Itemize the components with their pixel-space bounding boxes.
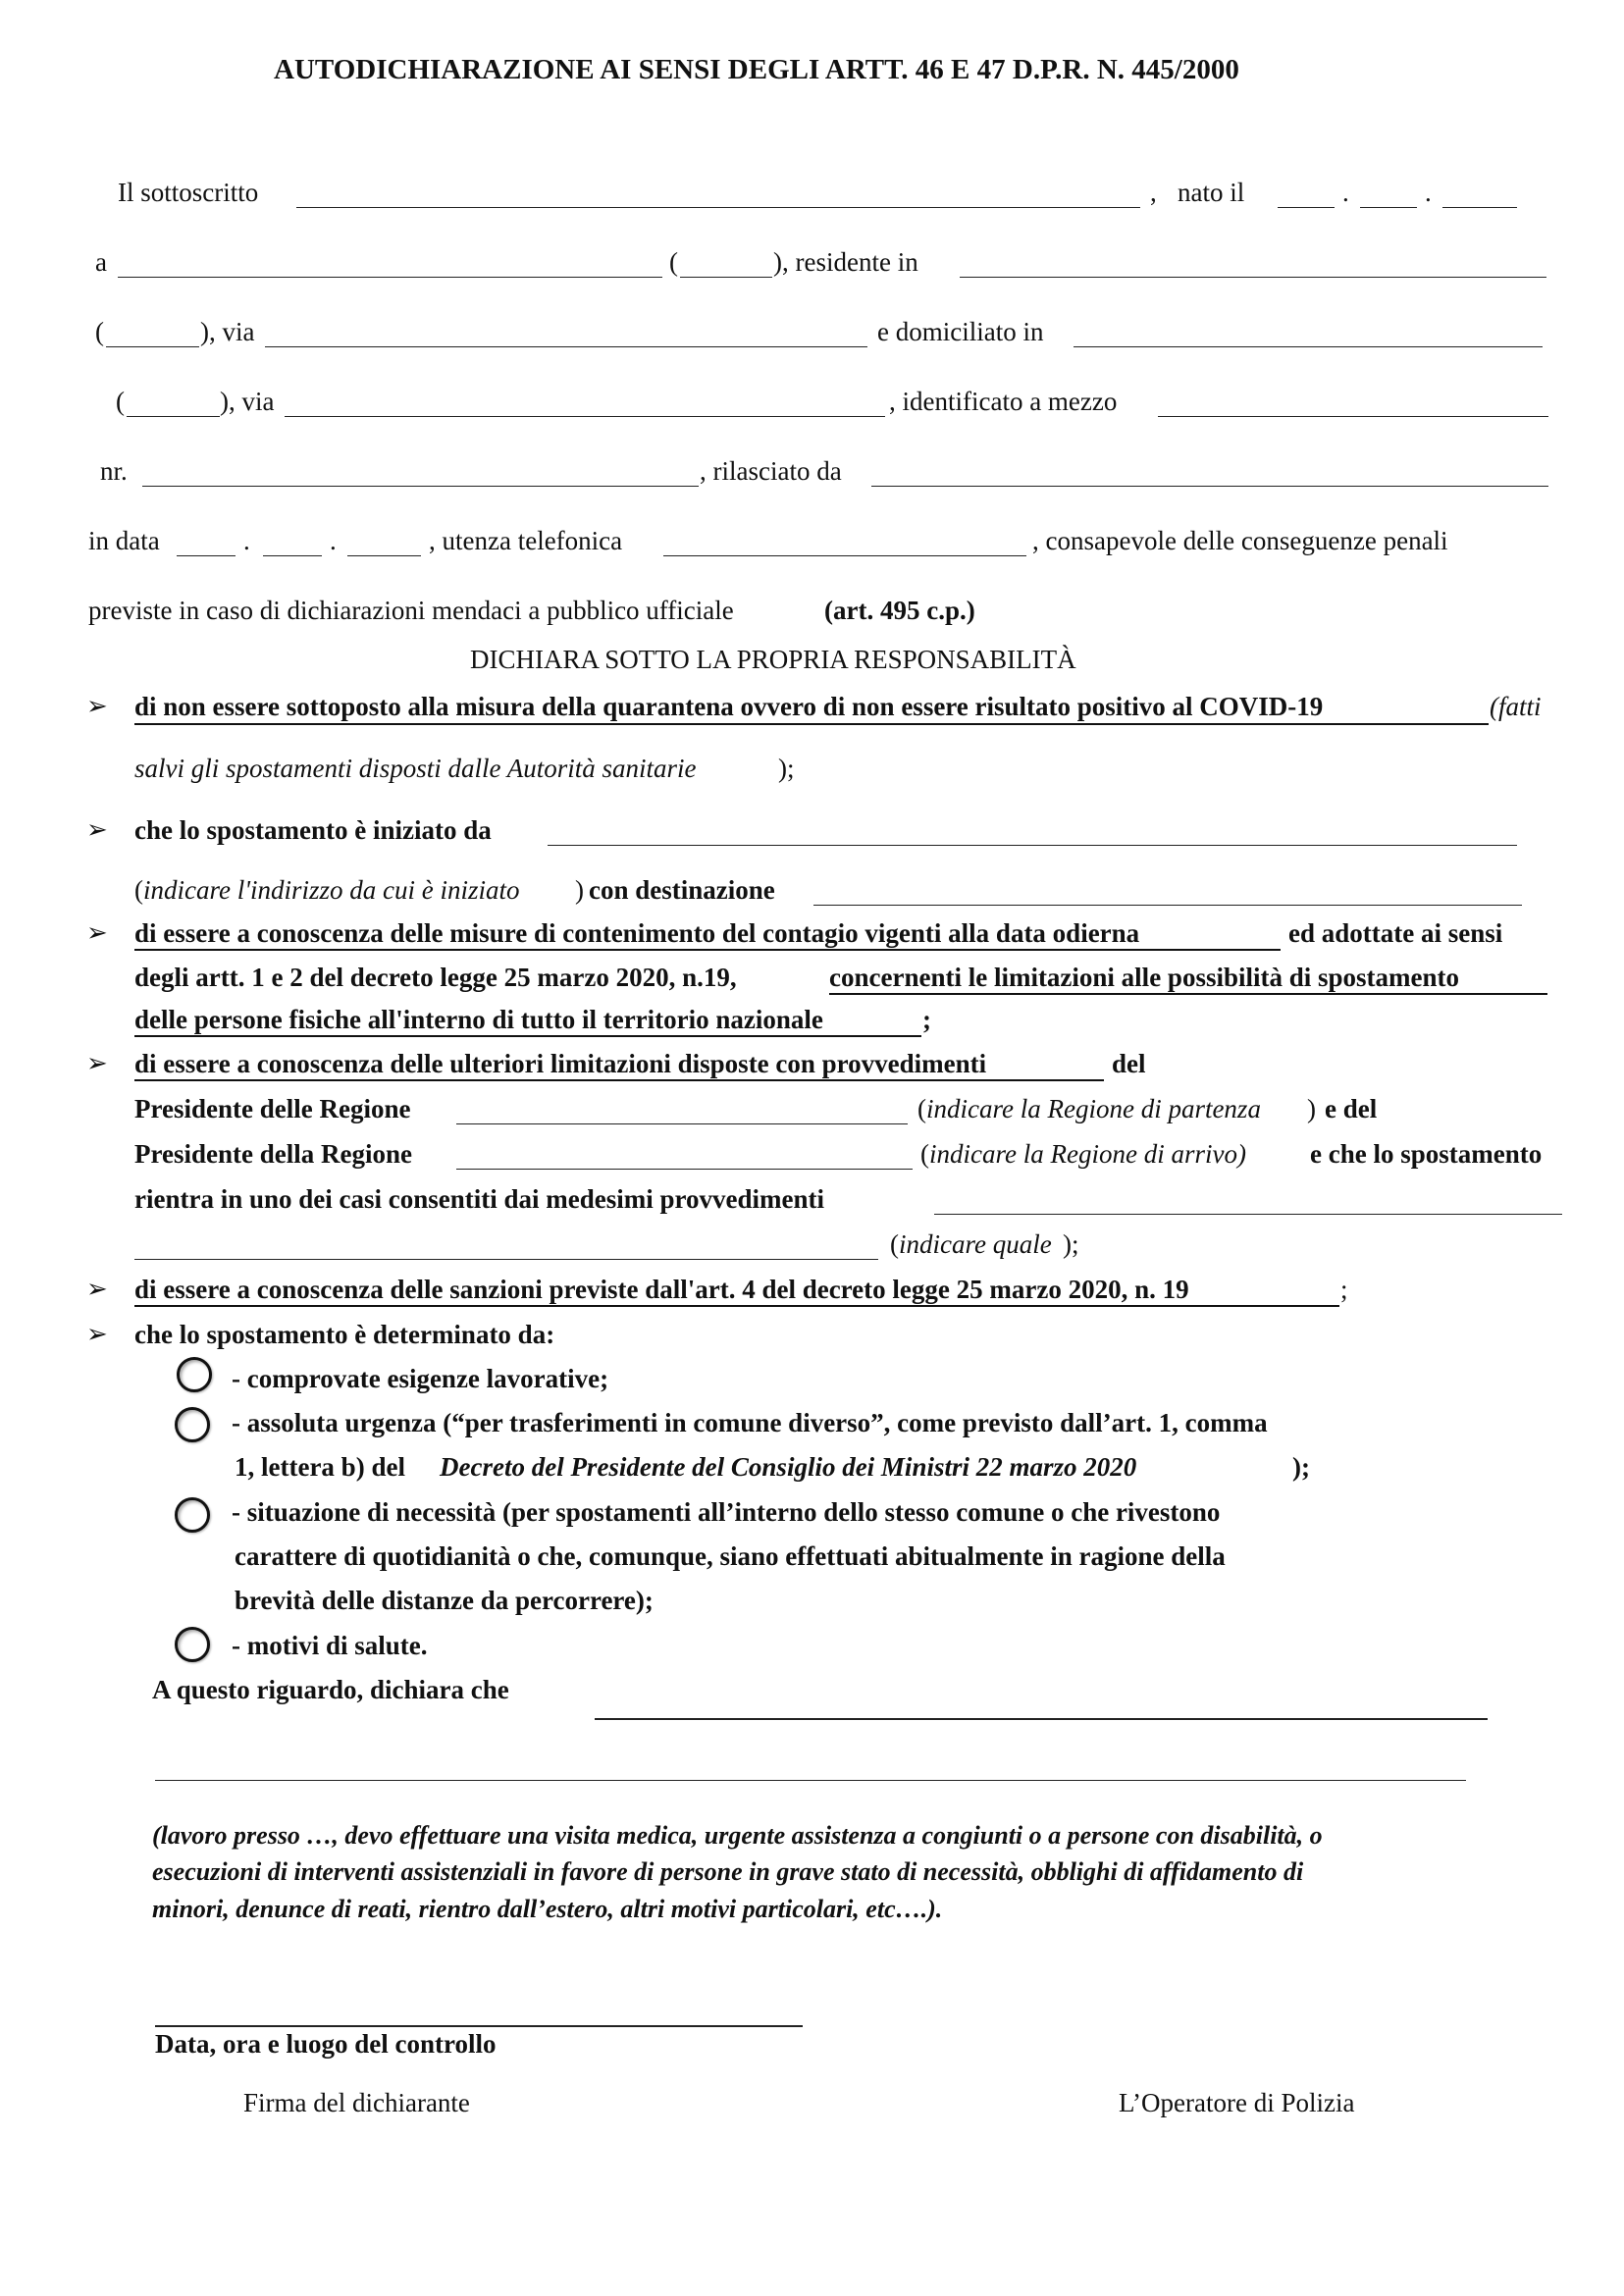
label-nato-il: nato il [1178,178,1245,207]
examples-line-1: (lavoro presso …, devo effettuare una visita medica, urgente assistenza a congiunti o a persone con disabilità, o [152,1821,1323,1850]
radio-urgenza[interactable] [175,1407,210,1442]
label-in-data: in data [88,526,160,555]
reason-field-2[interactable] [155,1754,1466,1781]
label-pres-partenza: Presidente delle Regione [134,1094,411,1123]
bullet-arrow-icon: ➢ [86,1320,108,1349]
close-semicolon: ); [1063,1229,1079,1259]
item-quarantena-note-cont: salvi gli spostamenti disposti dalle Autorità sanitarie [134,754,697,783]
label-residente: ), residente in [773,247,918,277]
residence-province-field[interactable] [106,321,199,347]
examples-line-3: minori, denunce di reati, rientro dall’estero, altri motivi particolari, etc….). [152,1895,943,1923]
dichiara-heading: DICHIARA SOTTO LA PROPRIA RESPONSABILITÀ [470,645,1076,674]
bullet-arrow-icon: ➢ [86,1275,108,1304]
option-necessita-3: brevità delle distanze da percorrere); [235,1586,654,1615]
radio-lavorative[interactable] [177,1357,212,1392]
label-sottoscritto: Il sottoscritto [118,178,259,207]
domicile-province-field[interactable] [127,391,220,417]
item-misure: di essere a conoscenza delle misure di contenimento del contagio vigenti alla data odierna [134,918,1140,948]
document-number-field[interactable] [142,460,699,487]
label-indicare-partenza: indicare la Regione di partenza [926,1094,1261,1123]
label-rientra: rientra in uno dei casi consentiti dai medesimi provvedimenti [134,1184,824,1214]
label-a: a [95,247,107,277]
date-dot: . [1342,178,1349,207]
paren-open: ( [95,317,104,346]
label-indicare-indirizzo: indicare l'indirizzo da cui è iniziato [143,875,520,905]
date-dot: . [330,526,337,555]
label-art-495: (art. 495 c.p.) [824,596,975,625]
provision-case-field[interactable] [934,1188,1562,1215]
provision-which-field[interactable] [134,1233,878,1260]
option-necessita-2: carattere di quotidianità o che, comunque, siano effettuati abitualmente in ragione della [235,1541,1226,1571]
label-domiciliato: e domiciliato in [877,317,1044,346]
form-title: AUTODICHIARAZIONE AI SENSI DEGLI ARTT. 46 E 47 D.P.R. N. 445/2000 [274,54,1239,85]
label-operatore: L’Operatore di Polizia [1119,2088,1355,2117]
paren-open: ( [920,1139,929,1169]
label-identificato: , identificato a mezzo [889,387,1118,416]
item-misure-line2: degli artt. 1 e 2 del decreto legge 25 marzo 2020, n.19, [134,963,737,992]
destination-field[interactable] [813,879,1522,906]
item-quarantena: di non essere sottoposto alla misura della quarantena ovvero di non essere risultato positivo al COVID-19 [134,692,1324,721]
radio-necessita[interactable] [175,1497,210,1533]
label-via: ), via [220,387,275,416]
label-firma: Firma del dichiarante [243,2088,470,2117]
date-dot: . [1425,178,1432,207]
underline [134,1079,1104,1081]
underline [134,723,1489,725]
comma-sep: , [1150,178,1157,207]
option-urgenza-2c: ); [1292,1452,1310,1482]
label-previste: previste in caso di dichiarazioni mendaci a pubblico ufficiale [88,596,734,625]
option-urgenza-1: - assoluta urgenza (“per trasferimenti in comune diverso”, come previsto dall’art. 1, comma [232,1408,1268,1437]
birth-month-field[interactable] [1360,182,1417,208]
underline [134,949,1281,951]
bullet-arrow-icon: ➢ [86,692,108,721]
label-rilasciato: , rilasciato da [700,456,842,486]
label-indicare-quale: indicare quale [899,1229,1052,1259]
label-data-ora: Data, ora e luogo del controllo [155,2029,497,2059]
domicile-field[interactable] [1074,321,1543,347]
control-info-field[interactable] [155,2000,803,2027]
label-via: ), via [200,317,255,346]
issue-month-field[interactable] [263,530,322,556]
item-ulteriori-del: del [1112,1049,1146,1078]
label-nr: nr. [100,456,128,486]
label-utenza: , utenza telefonica [429,526,623,555]
item-misure-line3: delle persone fisiche all'interno di tutto il territorio nazionale [134,1005,823,1034]
item-sanzioni: di essere a conoscenza delle sanzioni previste dall'art. 4 del decreto legge 25 marzo 2020, n. 19 [134,1275,1189,1304]
paren-open: ( [669,247,678,277]
item-quarantena-end: ); [778,754,795,783]
option-urgenza-2b: Decreto del Presidente del Consiglio dei Ministri 22 marzo 2020 [440,1452,1137,1482]
underline [134,1035,921,1037]
bullet-arrow-icon: ➢ [86,815,108,845]
residence-field[interactable] [960,251,1546,278]
paren-open: ( [134,875,143,905]
paren-open: ( [890,1229,899,1259]
issue-year-field[interactable] [347,530,421,556]
label-destinazione: con destinazione [589,875,775,905]
label-indicare-arrivo: indicare la Regione di arrivo) [929,1139,1246,1169]
label-e-che: e che lo spostamento [1310,1139,1543,1169]
item-spostamento: che lo spostamento è iniziato da [134,815,492,845]
id-document-field[interactable] [1158,391,1548,417]
paren-close: ) [575,875,584,905]
issued-by-field[interactable] [871,460,1548,487]
phone-field[interactable] [663,530,1026,556]
region-arrival-field[interactable] [456,1143,913,1170]
birth-year-field[interactable] [1442,182,1517,208]
radio-salute[interactable] [175,1627,210,1662]
domicile-street-field[interactable] [285,391,885,417]
origin-address-field[interactable] [548,819,1517,846]
option-necessita-1: - situazione di necessità (per spostamenti all’interno dello stesso comune o che rivestono [232,1497,1221,1527]
region-departure-field[interactable] [456,1098,908,1124]
label-pres-arrivo: Presidente della Regione [134,1139,412,1169]
item-ulteriori: di essere a conoscenza delle ulteriori limitazioni disposte con provvedimenti [134,1049,987,1078]
semicolon: ; [922,1005,931,1034]
date-dot: . [243,526,250,555]
residence-street-field[interactable] [265,321,867,347]
birthplace-field[interactable] [118,251,662,278]
issue-day-field[interactable] [177,530,236,556]
examples-line-2: esecuzioni di interventi assistenziali in favore di persone in grave stato di necessità, obblighi di affidamento di [152,1857,1304,1886]
semicolon: ; [1340,1275,1348,1304]
paren-open: ( [917,1094,926,1123]
item-quarantena-note: (fatti [1490,692,1542,721]
bullet-arrow-icon: ➢ [86,918,108,948]
option-urgenza-2a: 1, lettera b) del [235,1452,405,1482]
item-misure-line2-ul: concernenti le limitazioni alle possibilità di spostamento [829,963,1459,992]
option-salute: - motivi di salute. [232,1631,428,1660]
item-misure-rest: ed adottate ai sensi [1288,918,1503,948]
paren-close: ) [1307,1094,1316,1123]
paren-open: ( [116,387,125,416]
label-e-del: e del [1325,1094,1378,1123]
name-field[interactable] [296,182,1140,208]
birth-province-field[interactable] [680,251,772,278]
underline [134,1305,1339,1307]
option-lavorative: - comprovate esigenze lavorative; [232,1364,609,1393]
item-determinato: che lo spostamento è determinato da: [134,1320,555,1349]
label-consapevole: , consapevole delle conseguenze penali [1032,526,1448,555]
birth-day-field[interactable] [1278,182,1335,208]
bullet-arrow-icon: ➢ [86,1049,108,1078]
label-riguardo: A questo riguardo, dichiara che [152,1675,509,1704]
underline [829,993,1547,995]
reason-field-1[interactable] [595,1693,1488,1720]
